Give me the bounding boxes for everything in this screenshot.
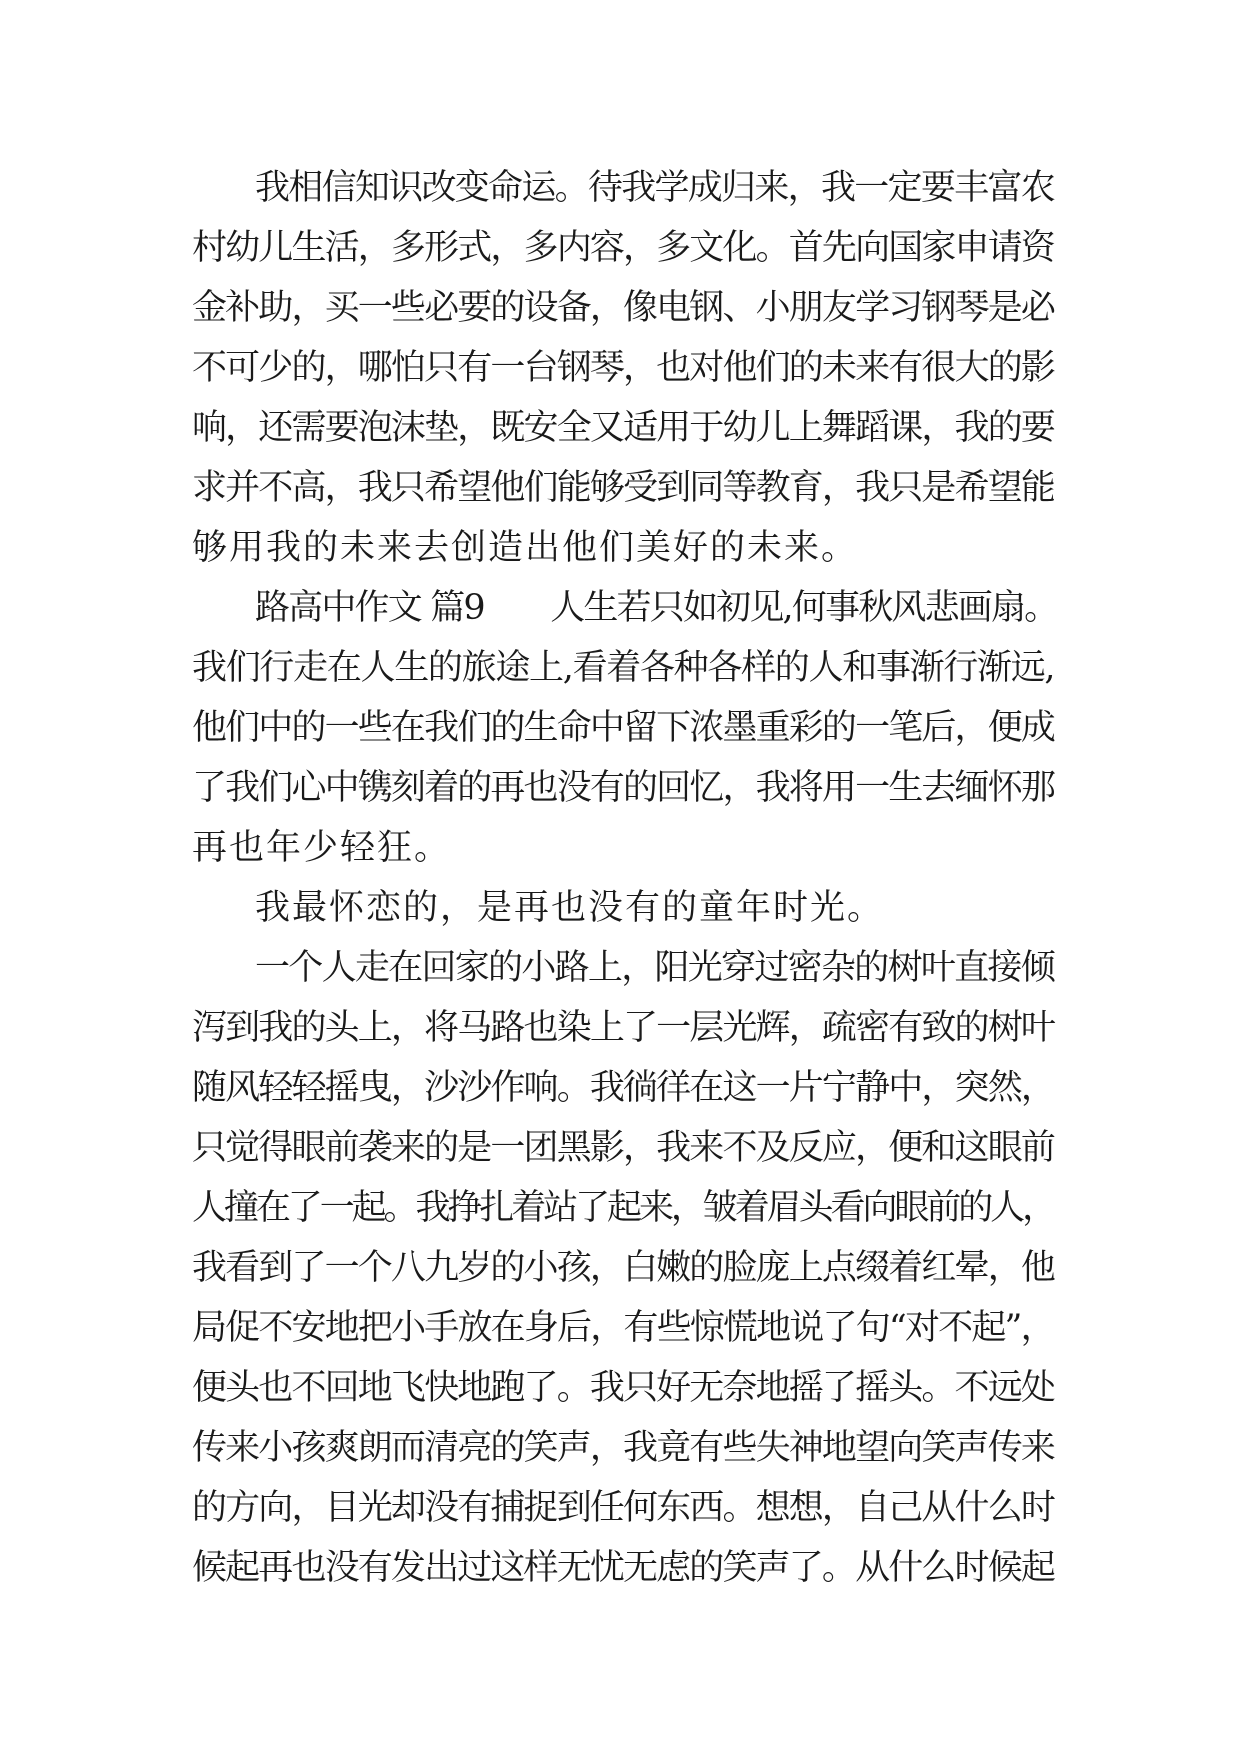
- text-line: 的方向，目光却没有捕捉到任何东西。想想，自己从什么时: [192, 1488, 1055, 1528]
- text-line: 局促不安地把小手放在身后，有些惊慌地说了句“对不起”，: [192, 1308, 1054, 1348]
- text-line: 了我们心中镌刻着的再也没有的回忆，我将用一生去缅怀那: [192, 768, 1055, 808]
- text-line: 路高中作文 篇9 人生若只如初见,何事秋风悲画扇。: [255, 588, 1058, 628]
- text-line: 我们行走在人生的旅途上,看着各种各样的人和事渐行渐远,: [192, 648, 1055, 688]
- text-line: 候起再也没有发出过这样无忧无虑的笑声了。从什么时候起: [192, 1548, 1055, 1588]
- text-line: 求并不高，我只希望他们能够受到同等教育，我只是希望能: [192, 468, 1055, 508]
- text-line: 一个人走在回家的小路上，阳光穿过密杂的树叶直接倾: [255, 948, 1055, 988]
- text-line: 村幼儿生活，多形式，多内容，多文化。首先向国家申请资: [192, 228, 1055, 268]
- text-line: 随风轻轻摇曳，沙沙作响。我徜徉在这一片宁静中，突然，: [192, 1068, 1055, 1108]
- text-line: 响，还需要泡沫垫，既安全又适用于幼儿上舞蹈课，我的要: [192, 408, 1055, 448]
- text-line: 便头也不回地飞快地跑了。我只好无奈地摇了摇头。不远处: [192, 1368, 1055, 1408]
- text-line: 我相信知识改变命运。待我学成归来，我一定要丰富农: [255, 168, 1055, 208]
- essay-text: [192, 158, 1058, 1598]
- text-line: 金补助，买一些必要的设备，像电钢、小朋友学习钢琴是必: [192, 288, 1055, 328]
- text-line: 只觉得眼前袭来的是一团黑影，我来不及反应，便和这眼前: [192, 1128, 1055, 1168]
- text-line: 够用我的未来去创造出他们美好的未来。: [192, 528, 859, 568]
- text-line: 人撞在了一起。我挣扎着站了起来，皱着眉头看向眼前的人，: [192, 1188, 1055, 1228]
- text-line: 再也年少轻狂。: [192, 828, 452, 868]
- text-line: 不可少的，哪怕只有一台钢琴，也对他们的未来有很大的影: [192, 348, 1055, 388]
- text-line: 我看到了一个八九岁的小孩，白嫩的脸庞上点缀着红晕，他: [192, 1248, 1055, 1288]
- text-line: 我最怀恋的，是再也没有的童年时光。: [255, 888, 885, 928]
- text-line: 泻到我的头上，将马路也染上了一层光辉，疏密有致的树叶: [192, 1008, 1055, 1048]
- text-line: 传来小孩爽朗而清亮的笑声，我竟有些失神地望向笑声传来: [192, 1428, 1055, 1468]
- text-line: 他们中的一些在我们的生命中留下浓墨重彩的一笔后，便成: [192, 708, 1055, 748]
